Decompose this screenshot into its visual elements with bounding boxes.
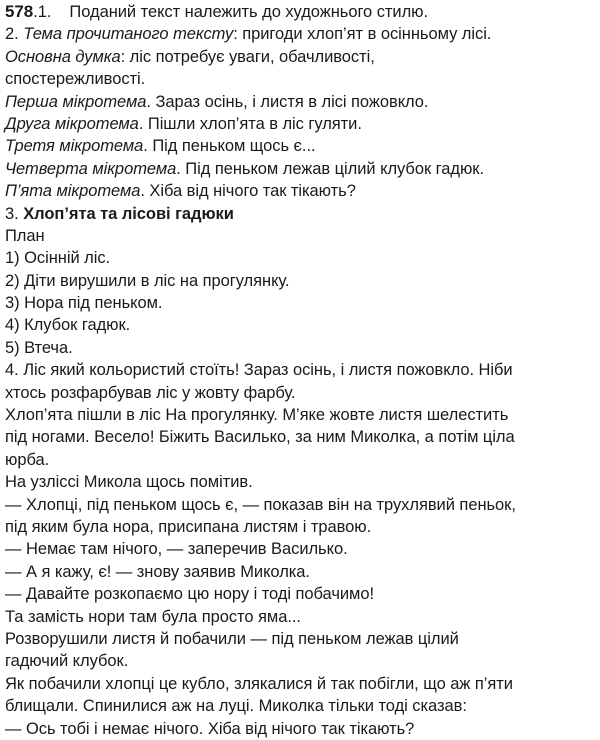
story-line: — Хлопці, під пеньком щось є, — показав він на трухлявий пеньок,: [5, 495, 516, 514]
plan-item-4: 4) Клубок гадюк.: [5, 316, 131, 335]
story-line: — Ось тобі і немає нічого. Хіба від нічого так тікають?: [5, 719, 415, 738]
microtopic-label: Четверта мікротема: [5, 159, 177, 178]
story-line: юрба.: [5, 450, 50, 469]
story-title: Хлоп’ята та лісові гадюки: [23, 204, 234, 223]
microtopic-label: Третя мікротема: [5, 137, 144, 156]
story-line: На узліссі Микола щось помітив.: [5, 473, 253, 492]
story-line: — А я кажу, є! — знову заявив Миколка.: [5, 562, 310, 581]
microtopic-4: [5, 158, 597, 180]
story-line: 4. Ліс який кольористий стоїть! Зараз осінь, і листя пожовкло. Ніби: [5, 361, 513, 380]
plan-item-2: 2) Діти вирушили в ліс на прогулянку.: [5, 271, 290, 290]
microtopic-text: . Під пеньком щось є...: [143, 137, 316, 156]
item-2-marker: 2.: [5, 25, 19, 44]
main-idea-text: : ліс потребує уваги, обачливості,: [120, 47, 375, 66]
microtopic-text: . Зараз осінь, і листя в лісі пожовкло.: [146, 92, 429, 111]
item-1-line: [5, 1, 597, 23]
plan-item-5: 5) Втеча.: [5, 338, 73, 357]
theme-label: Тема прочитаного тексту: [23, 25, 234, 44]
plan-label: План: [5, 226, 45, 245]
item-3-marker: 3.: [5, 204, 19, 223]
microtopic-text: . Пішли хлоп’ята в ліс гуляти.: [138, 114, 362, 133]
story-line: Як побачили хлопці це кубло, злякалися й так побігли, що аж п’яти: [5, 674, 513, 693]
microtopic-label: П’ята мікротема: [5, 182, 141, 201]
story-line: — Давайте розкопаємо цю нору і тоді побачимо!: [5, 585, 374, 604]
plan-item-1: 1) Осінній ліс.: [5, 249, 111, 268]
item-1-text: Поданий текст належить до художнього стилю.: [69, 3, 429, 21]
story-line: Та замість нори там була просто яма...: [5, 607, 301, 626]
story-line: — Немає там нічого, — заперечив Василько.: [5, 540, 348, 559]
story-line: гадючий клубок.: [5, 652, 129, 671]
microtopic-3: [5, 135, 597, 157]
microtopic-text: . Хіба від нічого так тікають?: [140, 182, 356, 201]
story-line: хтось розфарбував ліс у жовту фарбу.: [5, 383, 296, 402]
microtopic-5: [5, 180, 597, 202]
exercise-page: [5, 1, 597, 740]
item-3-title-line: [5, 203, 597, 225]
story-line: Хлоп’ята пішли в ліс На прогулянку. М’яке жовте листя шелестить: [5, 406, 509, 425]
story-line: під яким була нора, присипана листям і травою.: [5, 517, 372, 536]
main-idea-line: [5, 46, 597, 68]
main-idea-label: Основна думка: [5, 47, 121, 66]
plan-item-3: 3) Нора під пеньком.: [5, 294, 163, 313]
exercise-number: 578: [5, 2, 34, 21]
microtopic-label: Друга мікротема: [5, 114, 139, 133]
story-line: під ногами. Весело! Біжить Василько, за ним Миколка, а потім ціла: [5, 428, 515, 447]
main-idea-continuation: спостережливості.: [5, 70, 146, 89]
microtopic-text: . Під пеньком лежав цілий клубок гадюк.: [176, 159, 484, 178]
microtopic-2: [5, 113, 597, 135]
story-line: Розворушили листя й побачили — під пеньком лежав цілий: [5, 629, 459, 648]
story-line: блищали. Спинилися аж на луці. Миколка тільки тоді сказав:: [5, 697, 467, 716]
item-1-marker: .1.: [33, 3, 52, 21]
theme-text: : пригоди хлоп’ят в осінньому лісі.: [233, 25, 492, 44]
microtopic-label: Перша мікротема: [5, 92, 147, 111]
microtopic-1: [5, 91, 597, 113]
theme-line: [5, 23, 597, 45]
